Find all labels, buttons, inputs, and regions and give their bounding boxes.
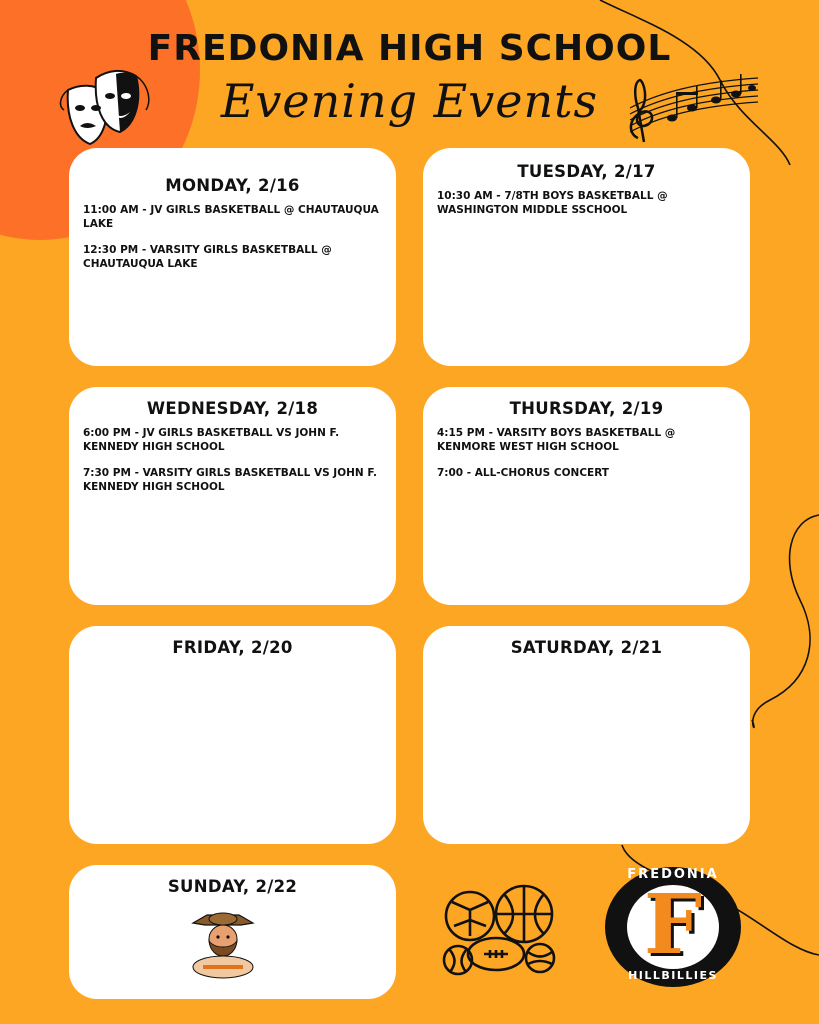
- day-card-sunday: [69, 865, 396, 999]
- music-notes-icon: [620, 68, 762, 146]
- theater-masks-icon: [56, 66, 156, 152]
- day-card-saturday: [423, 626, 750, 844]
- event-item: 11:00 AM - JV GIRLS BASKETBALL @ CHAUTAUQUA LAKE: [83, 204, 379, 230]
- logo-bottom-text: HILLBILLIES: [628, 969, 718, 982]
- day-label: FRIDAY, 2/20: [172, 638, 293, 657]
- day-card-friday: [69, 626, 396, 844]
- day-label: THURSDAY, 2/19: [509, 399, 664, 418]
- event-item: 12:30 PM - VARSITY GIRLS BASKETBALL @ CHAUTAUQUA LAKE: [83, 244, 332, 270]
- page-title: FREDONIA HIGH SCHOOL: [147, 28, 672, 69]
- event-item: 6:00 PM - JV GIRLS BASKETBALL VS JOHN F. KENNEDY HIGH SCHOOL: [83, 427, 340, 453]
- event-item: 7:30 PM - VARSITY GIRLS BASKETBALL VS JOHN F. KENNEDY HIGH SCHOOL: [83, 467, 377, 493]
- event-item: 4:15 PM - VARSITY BOYS BASKETBALL @ KENMORE WEST HIGH SCHOOL: [437, 427, 676, 453]
- day-label: SATURDAY, 2/21: [510, 638, 663, 657]
- day-card-monday: [69, 148, 396, 366]
- day-card-wednesday: [69, 387, 396, 605]
- day-label: WEDNESDAY, 2/18: [146, 399, 319, 418]
- page-subtitle: Evening Events: [220, 74, 599, 128]
- day-label: SUNDAY, 2/22: [167, 877, 298, 896]
- event-item: 10:30 AM - 7/8TH BOYS BASKETBALL @ WASHINGTON MIDDLE SSCHOOL: [437, 190, 668, 216]
- day-card-tuesday: [423, 148, 750, 366]
- day-card-thursday: [423, 387, 750, 605]
- hillbilly-mascot-icon: [185, 905, 261, 981]
- logo-top-text: FREDONIA: [627, 867, 719, 882]
- event-item: 7:00 - ALL-CHORUS CONCERT: [437, 467, 609, 479]
- day-label: TUESDAY, 2/17: [517, 162, 656, 181]
- day-label: MONDAY, 2/16: [165, 176, 300, 195]
- sports-balls-icon: [440, 880, 558, 980]
- logo-letter: F: [643, 877, 703, 973]
- fredonia-hillbillies-logo: [604, 866, 742, 988]
